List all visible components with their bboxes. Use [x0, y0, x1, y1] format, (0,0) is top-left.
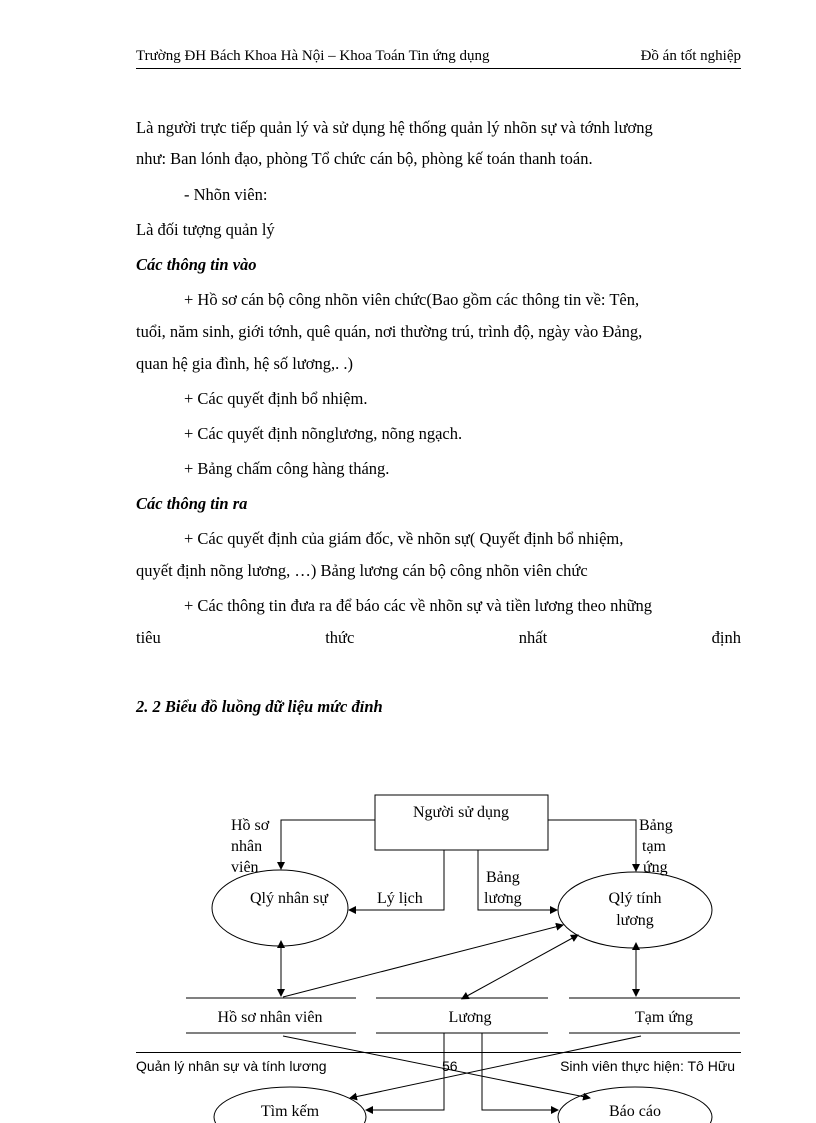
word: định [711, 628, 741, 647]
heading-outputs: Các thông tin ra [136, 494, 248, 513]
flow-hoso-to-report [283, 1036, 590, 1098]
proc-salary-label: Qlý tính [608, 890, 662, 907]
store-label: Tạm ứng [635, 1009, 693, 1026]
paragraph-line: + Hồ sơ cán bộ công nhõn viên chức(Bao gồm các thông tin về: Tên, [184, 290, 640, 309]
flow-user-to-salary [548, 820, 636, 871]
paragraph-line: - Nhõn viên: [184, 185, 268, 204]
flow-label: Hồ sơ [231, 817, 270, 834]
heading-inputs: Các thông tin vào [136, 255, 257, 274]
word: tiêu [136, 628, 161, 647]
page-footer [136, 1052, 741, 1074]
flow-hoso-to-salary [283, 925, 563, 997]
header-right: Đồ án tốt nghiệp [640, 48, 741, 64]
flow-label: Lý lịch [377, 890, 423, 907]
header-left: Trường ĐH Bách Khoa Hà Nội – Khoa Toán Tin ứng dụng [136, 48, 490, 64]
paragraph-line: + Các quyết định của giám đốc, về nhõn sự( Quyết định bổ nhiệm, [184, 529, 624, 548]
footer-right: Sinh viên thực hiện: Tô Hữu [560, 1058, 735, 1074]
flow-label: lương [484, 890, 522, 907]
store-label: Hồ sơ nhân viên [217, 1009, 323, 1026]
flow-label: ứng [643, 859, 668, 876]
paragraph-line: + Các quyết định bổ nhiệm. [184, 389, 368, 408]
process-hr-ellipse [212, 870, 348, 946]
word: thức [325, 628, 355, 647]
paragraph-line: quan hệ gia đình, hệ số lương,. .) [136, 354, 354, 373]
proc-hr-label: Qlý nhân sự [250, 890, 328, 907]
paragraph-line: tuổi, năm sinh, giới tớnh, quê quán, nơi thường trú, trình độ, ngày vào Đảng, [136, 322, 643, 341]
footer-left: Quản lý nhân sự và tính lương [136, 1058, 327, 1074]
flow-label: Bảng [486, 869, 520, 886]
flow-label: nhân [231, 838, 263, 855]
paragraph-line: + Các thông tin đưa ra để báo các về nhõn sự và tiền lương theo những [184, 596, 653, 615]
flow-luong-to-report [482, 1033, 558, 1110]
page-number: 56 [442, 1058, 458, 1074]
flow-label: Bảng [639, 817, 673, 834]
section-title: 2. 2 Biểu đồ luồng dữ liệu mức đỉnh [136, 697, 383, 716]
paragraph-line: quyết định nõng lương, …) Bảng lương cán bộ công nhõn viên chức [136, 561, 588, 580]
flow-luong-salary [467, 935, 578, 996]
flow-user-to-hr [281, 820, 375, 869]
flow-label: viên [231, 859, 259, 876]
proc-salary-label: lương [616, 912, 654, 929]
proc-search-label: Tìm kếm [260, 1103, 320, 1120]
store-label: Lương [448, 1009, 492, 1026]
process-salary-ellipse [558, 872, 712, 948]
paragraph-line: Là đối tượng quản lý [136, 220, 275, 239]
proc-report-label: Báo cáo [609, 1103, 661, 1120]
paragraph-line: + Các quyết định nõnglương, nõng ngạch. [184, 424, 463, 443]
flow-luong-to-search [366, 1033, 444, 1110]
word: nhất [518, 628, 548, 647]
flow-label: tạm [642, 838, 666, 855]
user-label: Người sử dụng [412, 804, 510, 821]
paragraph-line: + Bảng chấm công hàng tháng. [184, 459, 390, 478]
paragraph-line: như: Ban lónh đạo, phòng Tổ chức cán bộ, phòng kế toán thanh toán. [136, 149, 593, 168]
paragraph-line: Là người trực tiếp quản lý và sử dụng hệ thống quản lý nhõn sự và tớnh lương [136, 118, 653, 137]
